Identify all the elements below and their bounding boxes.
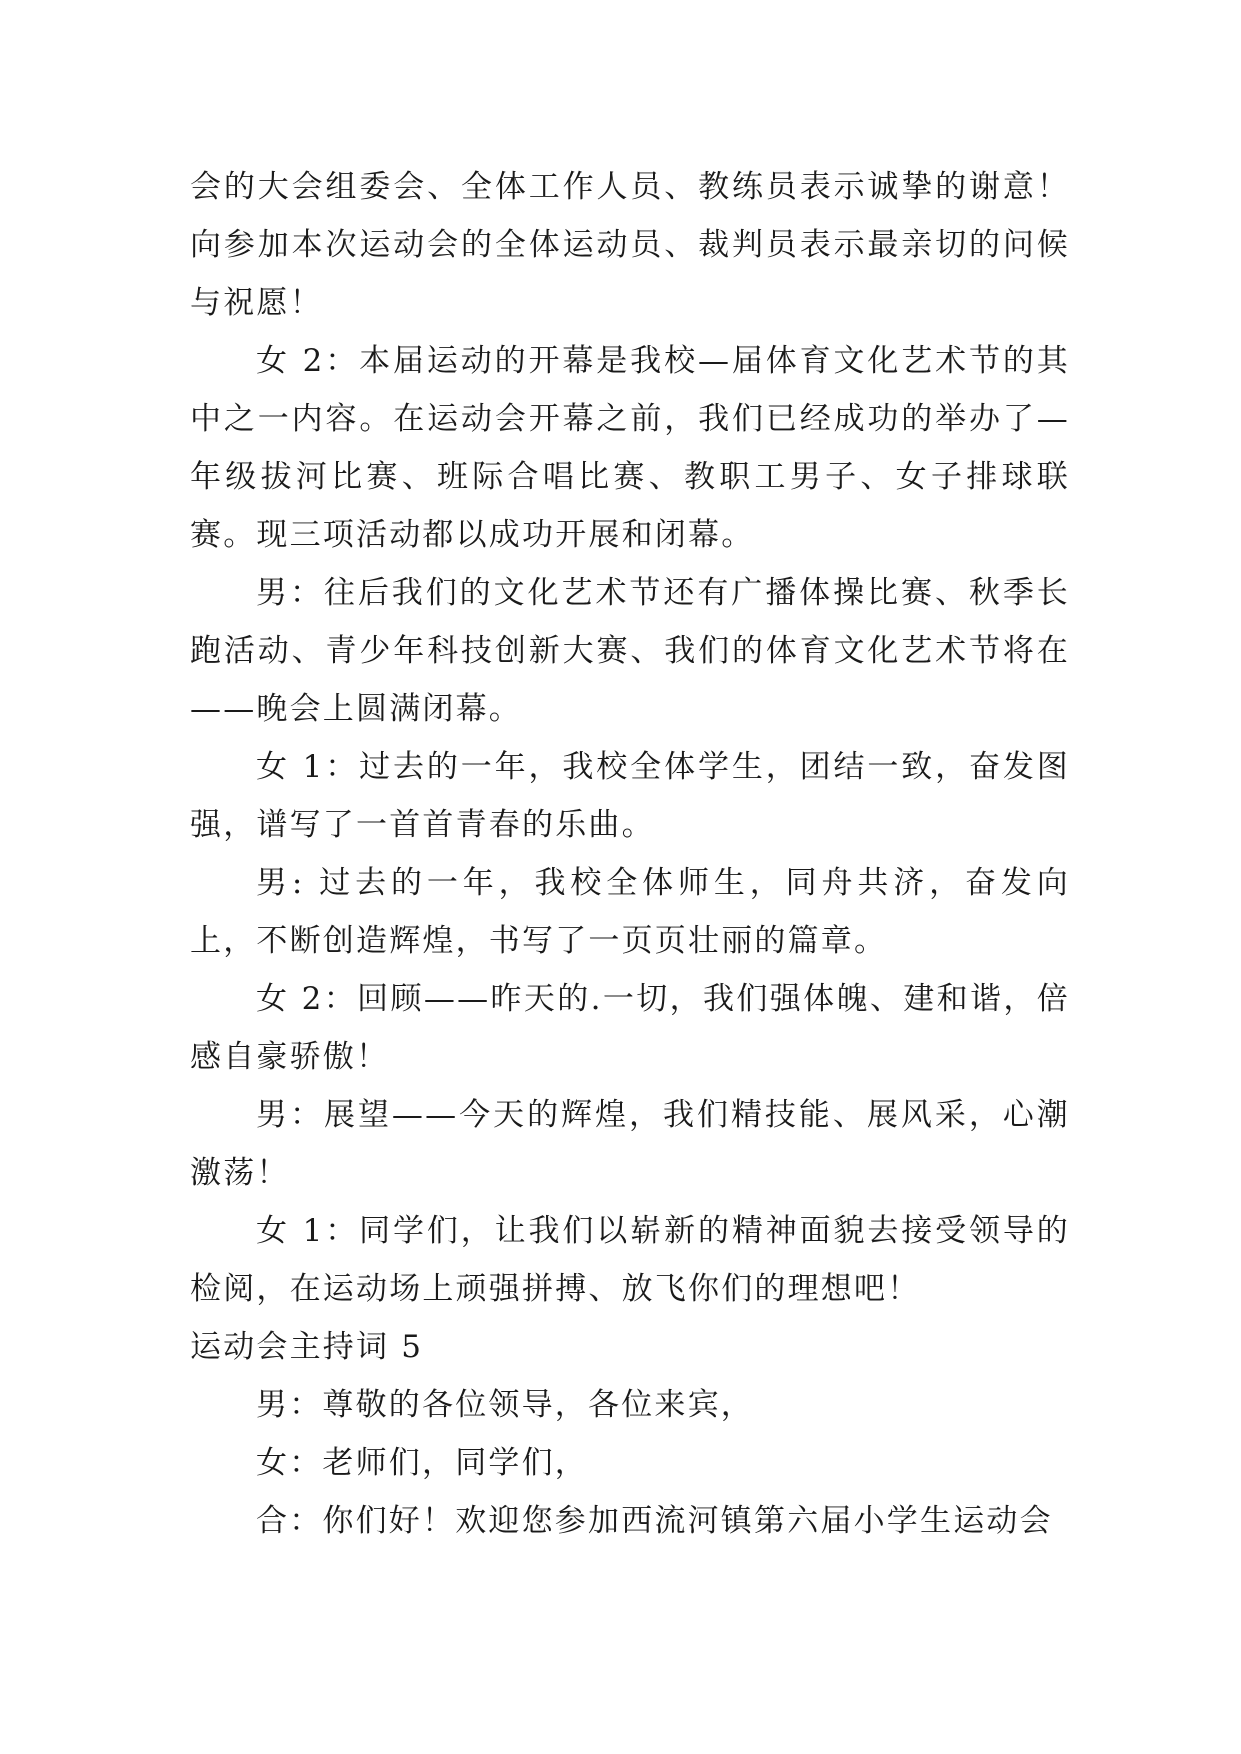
paragraph-female1-call: 女 1：同学们，让我们以崭新的精神面貌去接受领导的检阅，在运动场上顽强拼搏、放飞你们的理想吧！ [190, 1213, 1070, 1307]
paragraph-female2-review: 女 2：回顾——昨天的.一切，我们强体魄、建和谐，倍感自豪骄傲！ [190, 981, 1070, 1075]
document-body [190, 158, 1070, 1550]
paragraph-female1-past-year: 女 1：过去的一年，我校全体学生，团结一致，奋发图强，谱写了一首首青春的乐曲。 [190, 749, 1070, 843]
paragraph-male-outlook: 男：展望——今天的辉煌，我们精技能、展风采，心潮激荡！ [190, 1097, 1070, 1191]
paragraph-together-welcome: 合：你们好！欢迎您参加西流河镇第六届小学生运动会 [256, 1503, 1053, 1539]
paragraph-female2-opening: 女 2：本届运动的开幕是我校—届体育文化艺术节的其中之一内容。在运动会开幕之前，我们已经成功的举办了—年级拔河比赛、班际合唱比赛、教职工男子、女子排球联赛。现三项活动都以成功开展和闭幕。 [190, 343, 1070, 553]
paragraph-male-festival: 男：往后我们的文化艺术节还有广播体操比赛、秋季长跑活动、青少年科技创新大赛、我们的体育文化艺术节将在——晚会上圆满闭幕。 [190, 575, 1070, 727]
paragraph-male-greeting: 男：尊敬的各位领导，各位来宾， [256, 1387, 754, 1423]
paragraph-continuation: 会的大会组委会、全体工作人员、教练员表示诚挚的谢意！向参加本次运动会的全体运动员、裁判员表示最亲切的问候与祝愿！ [190, 169, 1070, 321]
section-heading: 运动会主持词 5 [190, 1329, 424, 1365]
paragraph-male-past-year: 男: 过去的一年，我校全体师生，同舟共济，奋发向上，不断创造辉煌，书写了一页页壮丽的篇章。 [190, 865, 1070, 959]
paragraph-female-greeting: 女：老师们，同学们， [256, 1445, 588, 1481]
